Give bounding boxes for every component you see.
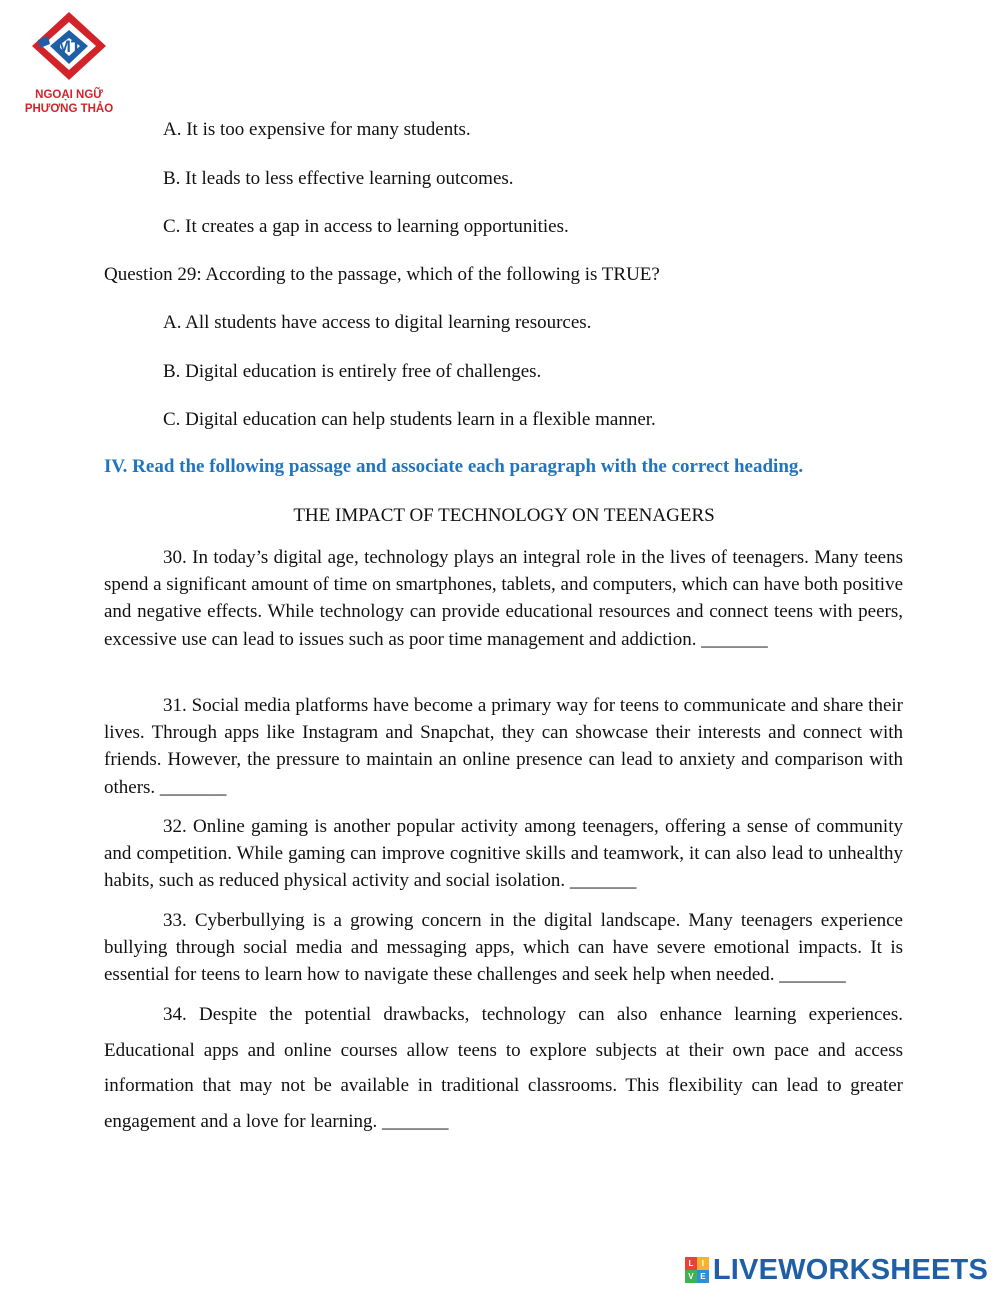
icon-letter-i: I: [697, 1257, 709, 1270]
q29-question: Question 29: According to the passage, which of the following is TRUE?: [104, 264, 660, 285]
q29-option-c: C. Digital education can help students learn in a flexible manner.: [163, 409, 656, 430]
brand-logo: [14, 8, 124, 118]
q29-option-a: A. All students have access to digital learning resources.: [163, 312, 592, 333]
logo-mark-icon: [14, 8, 124, 98]
q29-option-b: B. Digital education is entirely free of challenges.: [163, 361, 542, 382]
logo-line-1: NGOẠI NGỮ: [35, 89, 103, 101]
paragraph-34: 34. Despite the potential drawbacks, technology can also enhance learning experiences. Educational apps and online courses allow teens to explore subjects at their own pace and access information that may not be available in traditional classrooms. This flexibility can lead to greater engagement and a love for learning. _______: [104, 1004, 903, 1132]
paragraph-31: 31. Social media platforms have become a primary way for teens to communicate and share their lives. Through apps like Instagram and Snapchat, they can showcase their interests and connect with friends. However, the pressure to maintain an online presence can lead to anxiety and comparison with others. _______: [104, 695, 903, 798]
icon-letter-e: E: [697, 1270, 709, 1283]
section-heading: IV. Read the following passage and associate each paragraph with the correct heading.: [104, 456, 804, 477]
paragraph-30: 30. In today’s digital age, technology plays an integral role in the lives of teenagers. Many teens spend a significant amount of time on smartphones, tablets, and computers, which can have both positive and negative effects. While technology can provide educational resources and connect teens with peers, excessive use can lead to issues such as poor time management and addiction. _______: [104, 547, 903, 650]
liveworksheets-watermark: [685, 1252, 988, 1288]
q28-option-b: B. It leads to less effective learning outcomes.: [163, 168, 514, 189]
paragraph-33: 33. Cyberbullying is a growing concern in the digital landscape. Many teenagers experience bullying through social media and messaging apps, which can have severe emotional impacts. It is essential for teens to learn how to navigate these challenges and seek help when needed. _______: [104, 910, 903, 986]
paragraph-32: 32. Online gaming is another popular activity among teenagers, offering a sense of community and competition. While gaming can improve cognitive skills and teamwork, it can also lead to unhealthy habits, such as reduced physical activity and social isolation. _______: [104, 816, 903, 892]
icon-letter-l: L: [685, 1257, 697, 1270]
q28-option-a: A. It is too expensive for many students.: [163, 119, 471, 140]
logo-mark-text: MT: [56, 37, 82, 56]
icon-letter-v: V: [685, 1270, 697, 1283]
logo-line-2: PHƯƠNG THẢO: [24, 103, 114, 115]
liveworksheets-brand: LIVEWORKSHEETS: [712, 1253, 988, 1286]
q28-option-c: C. It creates a gap in access to learning opportunities.: [163, 216, 569, 237]
liveworksheets-icon: [685, 1257, 709, 1283]
passage-title: THE IMPACT OF TECHNOLOGY ON TEENAGERS: [293, 505, 715, 526]
